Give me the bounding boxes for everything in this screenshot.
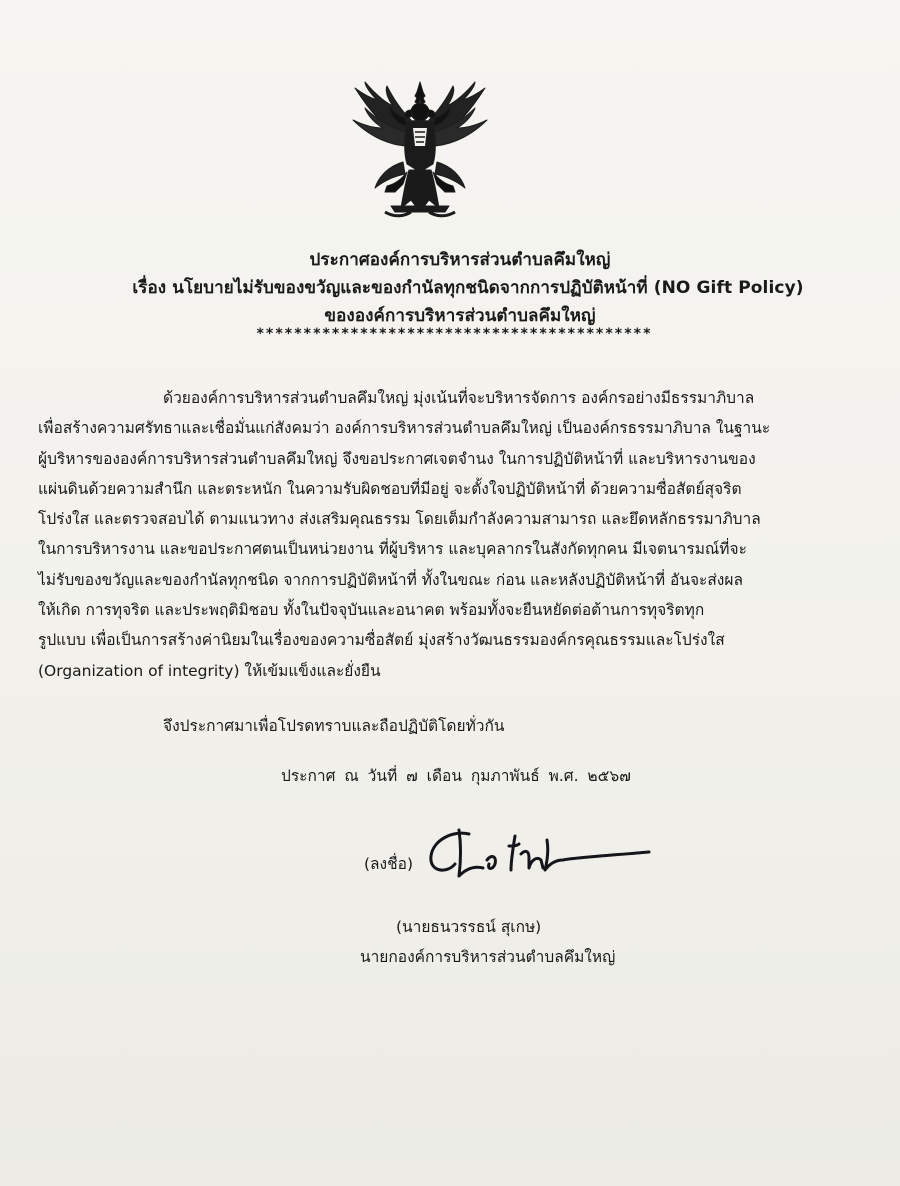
garuda-emblem-icon	[345, 80, 495, 220]
body-line: ผู้บริหารขององค์การบริหารส่วนตำบลคึมใหญ่ จึงขอประกาศเจตจำนง ในการปฏิบัติหน้าที่ และบริหารงานของ	[38, 449, 756, 468]
announcement-body	[38, 383, 856, 686]
signature-label: (ลงชื่อ)	[364, 855, 413, 873]
body-line: รูปแบบ เพื่อเป็นการสร้างค่านิยมในเรื่องของความซื่อสัตย์ มุ่งสร้างวัฒนธรรมองค์กรคุณธรรมและโปร่งใส	[38, 631, 725, 650]
announcement-subject: เรื่อง นโยบายไม่รับของขวัญและของกำนัลทุกชนิดจากการปฏิบัติหน้าที่ (NO Gift Policy)	[132, 278, 804, 298]
closing-statement: จึงประกาศมาเพื่อโปรดทราบและถือปฏิบัติโดยทั่วกัน	[163, 717, 505, 735]
body-line: ในการบริหารงาน และขอประกาศตนเป็นหน่วยงาน ที่ผู้บริหาร และบุคลากรในสังกัดทุกคน มีเจตนารมณ์ที่จะ	[38, 540, 747, 559]
body-line: เพื่อสร้างความศรัทธาและเชื่อมั่นแก่สังคมว่า องค์การบริหารส่วนตำบลคึมใหญ่ เป็นองค์กรธรรมาภิบาล ในฐานะ	[38, 419, 771, 438]
announcement-date: ประกาศ ณ วันที่ ๗ เดือน กุมภาพันธ์ พ.ศ. ๒๕๖๗	[281, 767, 631, 785]
body-line: ด้วยองค์การบริหารส่วนตำบลคึมใหญ่ มุ่งเน้นที่จะบริหารจัดการ องค์กรอย่างมีธรรมาภิบาล	[163, 389, 755, 407]
header-separator: ******************************************	[256, 326, 653, 342]
announcement-issuer: ขององค์การบริหารส่วนตำบลคึมใหญ่	[324, 306, 596, 326]
body-line: (Organization of integrity) ให้เข้มแข็งและยั่งยืน	[38, 661, 381, 680]
handwritten-signature	[425, 820, 655, 890]
body-line: ไม่รับของขวัญและของกำนัลทุกชนิด จากการปฏิบัติหน้าที่ ทั้งในขณะ ก่อน และหลังปฏิบัติหน้าที่ อันจะส่งผล	[38, 570, 743, 589]
body-line: แผ่นดินด้วยความสำนึก และตระหนัก ในความรับผิดชอบที่มีอยู่ จะตั้งใจปฏิบัติหน้าที่ ด้วยความซื่อสัตย์สุจริต	[38, 479, 742, 498]
signer-title: นายกองค์การบริหารส่วนตำบลคึมใหญ่	[360, 948, 616, 966]
body-line: ให้เกิด การทุจริต และประพฤติมิชอบ ทั้งในปัจจุบันและอนาคต พร้อมทั้งจะยืนหยัดต่อต้านการทุจริตทุก	[38, 601, 705, 620]
signer-name: (นายธนวรรธน์ สุเกษ)	[396, 918, 542, 936]
body-line: โปร่งใส และตรวจสอบได้ ตามแนวทาง ส่งเสริมคุณธรรม โดยเต็มกำลังความสามารถ และยึดหลักธรรมาภิบาล	[38, 510, 761, 529]
announcement-title: ประกาศองค์การบริหารส่วนตำบลคึมใหญ่	[309, 250, 611, 270]
